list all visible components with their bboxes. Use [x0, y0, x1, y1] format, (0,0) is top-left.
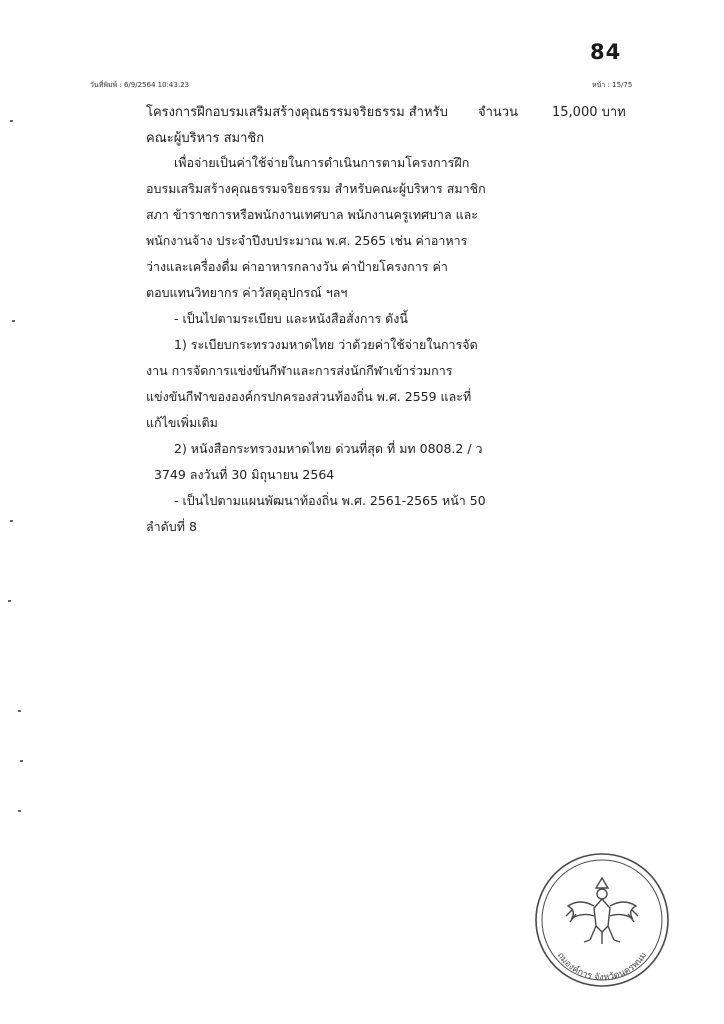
regulation-item-1: 1) ระเบียบกระทรวงมหาดไทย ว่าด้วยค่าใช้จ่ายในการจัดงาน การจัดการแข่งขันกีฬาและการส่งนักกีฬาเข้าร่วมการแข่งขันกีฬาขององค์กรปกครองส่วนท้องถิ่น พ.ศ. 2559 และที่แก้ไขเพิ่มเติม: [146, 337, 478, 430]
page-number: 84: [590, 40, 622, 64]
margin-mark: [20, 760, 23, 762]
margin-mark: [8, 600, 11, 602]
body-text: [146, 150, 486, 540]
amount-label: จำนวน: [478, 105, 518, 120]
print-date: วันที่พิมพ์ : 6/9/2564 10:43:23: [90, 81, 190, 89]
garuda-emblem-icon: [566, 878, 638, 944]
purpose-paragraph: เพื่อจ่ายเป็นค่าใช้จ่ายในการดำเนินการตามโครงการฝึกอบรมเสริมสร้างคุณธรรมจริยธรรม สำหรับคณะผู้บริหาร สมาชิกสภา ข้าราชการหรือพนักงานเทศบาล พนักงานครูเทศบาล และพนักงานจ้าง ประจำปีงบประมาณ พ.ศ. 2565 เช่น ค่าอาหารว่างและเครื่องดื่ม ค่าอาหารกลางวัน ค่าป้ายโครงการ ค่าตอบแทนวิทยากร ค่าวัสดุอุปกรณ์ ฯลฯ: [146, 155, 486, 300]
plan-reference: - เป็นไปตามแผนพัฒนาท้องถิ่น พ.ศ. 2561-2565 หน้า 50: [174, 493, 486, 508]
seal-caption: ถมองค์การ จังหวัดนครพนม: [554, 950, 650, 984]
margin-mark: [10, 520, 13, 522]
amount-value: 15,000 บาท: [552, 105, 626, 120]
sheet-index: หน้า : 15/75: [592, 81, 633, 89]
margin-mark: [12, 320, 15, 322]
official-seal: [532, 850, 672, 990]
margin-mark: [18, 710, 21, 712]
regulation-item-2: 2) หนังสือกระทรวงมหาดไทย ด่วนที่สุด ที่ มท 0808.2 / ว: [174, 441, 483, 456]
plan-reference-cont: ลำดับที่ 8: [146, 519, 197, 534]
project-title: โครงการฝึกอบรมเสริมสร้างคุณธรรมจริยธรรม สำหรับคณะผู้บริหาร สมาชิก: [146, 105, 448, 146]
regulation-intro: - เป็นไปตามระเบียบ และหนังสือสั่งการ ดังนี้: [174, 311, 408, 326]
margin-mark: [18, 810, 21, 812]
margin-mark: [10, 120, 13, 122]
regulation-item-2-cont: 3749 ลงวันที่ 30 มิถุนายน 2564: [154, 467, 335, 482]
